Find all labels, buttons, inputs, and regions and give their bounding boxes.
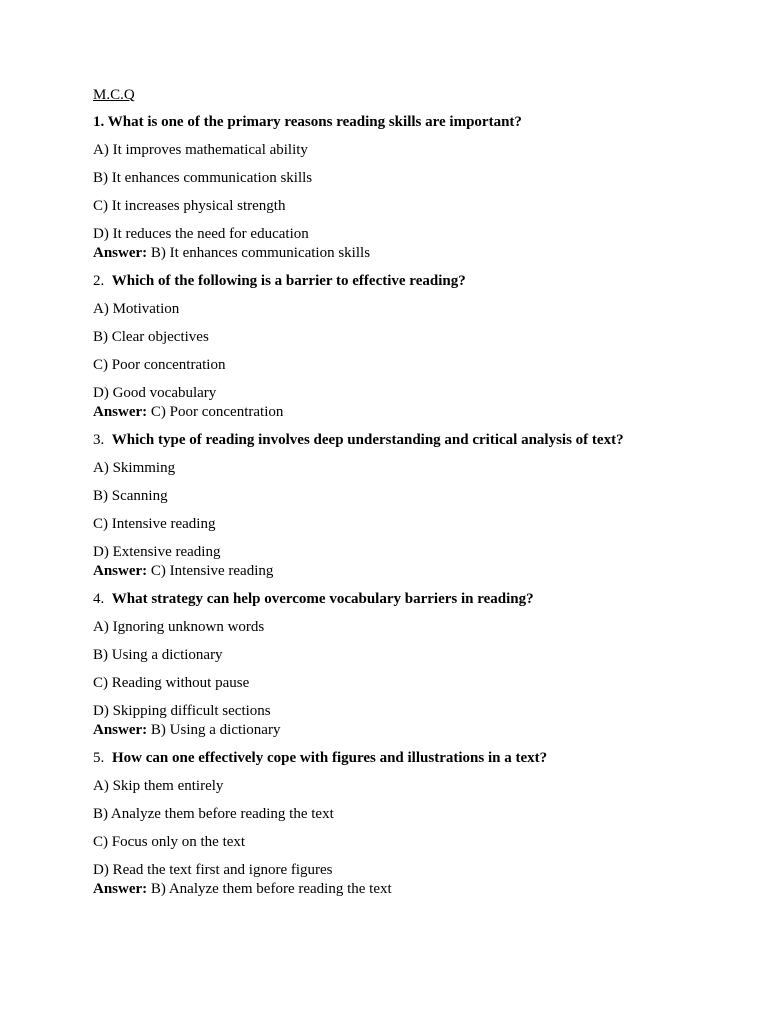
option-a: A) It improves mathematical ability (93, 142, 308, 158)
question-text: Which of the following is a barrier to effective reading? (111, 273, 466, 289)
option-c: C) It increases physical strength (93, 198, 286, 214)
option-b: B) Using a dictionary (93, 647, 223, 663)
question-stem (93, 113, 713, 132)
question-text: Which type of reading involves deep understanding and critical analysis of text? (111, 432, 624, 448)
option-d: D) Read the text first and ignore figures (93, 862, 333, 878)
option-b: B) It enhances communication skills (93, 170, 313, 186)
question-number: 1. (93, 114, 105, 130)
answer-value: C) Poor concentration (150, 404, 284, 420)
option-c: C) Focus only on the text (93, 834, 246, 850)
answer-label: Answer: (93, 722, 148, 738)
question-2 (93, 272, 713, 422)
question-stem (93, 590, 713, 609)
question-3 (93, 431, 713, 581)
document-title: M.C.Q (93, 87, 135, 103)
answer-line (93, 244, 713, 263)
answer-value: B) Analyze them before reading the text (150, 881, 392, 897)
document-page (93, 86, 713, 908)
question-text: How can one effectively cope with figures and illustrations in a text? (112, 750, 548, 766)
option-d: D) It reduces the need for education (93, 226, 309, 242)
question-stem (93, 272, 713, 291)
question-4 (93, 590, 713, 740)
question-number: 5. (93, 750, 105, 766)
question-number: 4. (93, 591, 105, 607)
answer-line (93, 880, 713, 899)
question-5 (93, 749, 713, 899)
option-a: A) Skimming (93, 460, 176, 476)
answer-line (93, 403, 713, 422)
answer-line (93, 562, 713, 581)
answer-value: B) Using a dictionary (150, 722, 281, 738)
option-d: D) Extensive reading (93, 544, 221, 560)
answer-label: Answer: (93, 245, 148, 261)
answer-label: Answer: (93, 404, 148, 420)
answer-line (93, 721, 713, 740)
answer-label: Answer: (93, 563, 148, 579)
question-text: What strategy can help overcome vocabulary barriers in reading? (111, 591, 534, 607)
answer-value: B) It enhances communication skills (150, 245, 371, 261)
option-c: C) Intensive reading (93, 516, 216, 532)
answer-value: C) Intensive reading (150, 563, 274, 579)
option-a: A) Motivation (93, 301, 180, 317)
question-number: 2. (93, 273, 105, 289)
question-stem (93, 431, 713, 450)
question-text: What is one of the primary reasons reading skills are important? (107, 114, 522, 130)
question-1 (93, 113, 713, 263)
option-a: A) Skip them entirely (93, 778, 224, 794)
option-b: B) Analyze them before reading the text (93, 806, 334, 822)
option-a: A) Ignoring unknown words (93, 619, 265, 635)
option-d: D) Good vocabulary (93, 385, 217, 401)
option-c: C) Poor concentration (93, 357, 226, 373)
answer-label: Answer: (93, 881, 148, 897)
question-number: 3. (93, 432, 105, 448)
option-c: C) Reading without pause (93, 675, 250, 691)
option-d: D) Skipping difficult sections (93, 703, 271, 719)
option-b: B) Clear objectives (93, 329, 209, 345)
question-stem (93, 749, 713, 768)
option-b: B) Scanning (93, 488, 168, 504)
